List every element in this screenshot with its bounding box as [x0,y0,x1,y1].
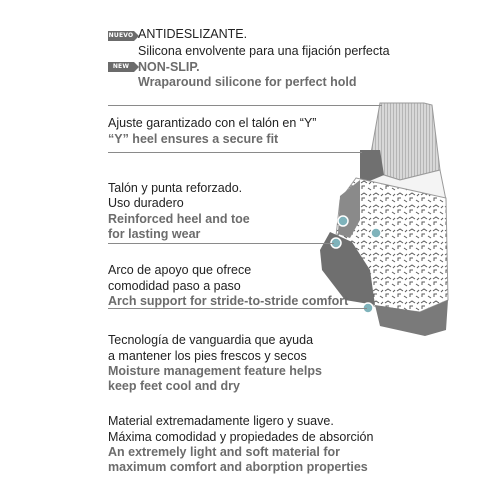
feature-1-en-desc: Wraparound silicone for perfect hold [138,75,357,89]
feature-5-es-1: Tecnología de vanguardia que ayuda [108,333,314,347]
marker-heel-upper [338,216,348,226]
feature-3-es-1: Talón y punta reforzado. [108,181,243,195]
feature-1-en-title: NON-SLIP. [138,60,200,74]
separator-1 [108,105,330,106]
feature-6-en-1: An extremely light and soft material for [108,445,340,459]
feature-3-en-1: Reinforced heel and toe [108,212,250,226]
feature-4-es-1: Arco de apoyo que ofrece [108,263,252,277]
feature-3-es-2: Uso duradero [108,196,184,210]
feature-5-en-1: Moisture management feature helps [108,364,322,378]
feature-5-en-2: keep feet cool and dry [108,379,240,393]
feature-1-es-title: ANTIDESLIZANTE. [138,27,248,41]
leader-line-1 [330,105,382,106]
feature-2-en: “Y” heel ensures a secure fit [108,132,279,146]
feature-4-es-2: comodidad paso a paso [108,279,241,293]
separator-4 [108,308,355,309]
separator-3 [108,243,290,244]
feature-6-es-2: Máxima comodidad y propiedades de absorción [108,430,374,444]
feature-4-en: Arch support for stride-to-stride comfort [108,294,349,308]
leader-line-2 [330,152,362,153]
separator-2 [108,152,330,153]
feature-6-es-1: Material extremadamente ligero y suave. [108,414,334,428]
feature-2-es: Ajuste garantizado con el talón en “Y” [108,116,317,130]
leader-line-4 [355,308,367,309]
marker-moisture [371,228,381,238]
badge-nuevo: NUEVO [108,32,134,39]
badge-new: NEW [108,62,134,72]
feature-1-es-desc: Silicona envolvente para una fijación perfecta [138,44,390,58]
feature-5-es-2: a mantener los pies frescos y secos [108,349,307,363]
feature-3-en-2: for lasting wear [108,227,201,241]
leader-line-3 [290,243,334,244]
feature-6-en-2: maximum comfort and aborption properties [108,460,368,474]
